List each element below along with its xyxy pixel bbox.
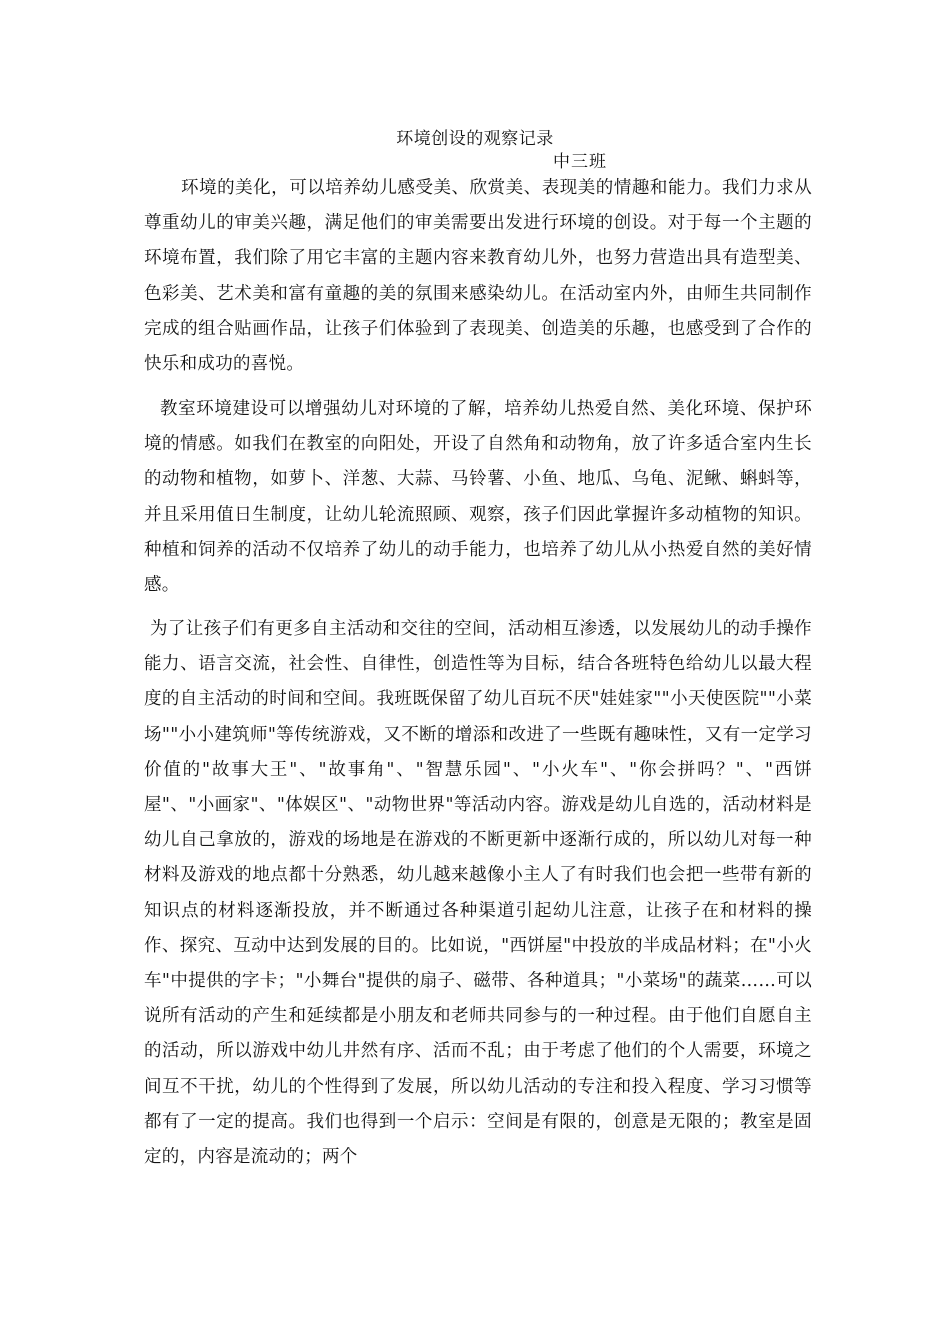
document-title: 环境创设的观察记录 <box>396 129 554 149</box>
class-name: 中三班 <box>553 152 607 172</box>
paragraph-2: 教室环境建设可以增强幼儿对环境的了解，培养幼儿热爱自然、美化环境、保护环境的情感。如我们在教室的向阳处，开设了自然角和动物角，放了许多适合室内生长的动物和植物，如萝卜、洋葱、大蒜、马铃薯、小鱼、地瓜、乌龟、泥鳅、蝌蚪等，并且采用值日生制度，让幼儿轮流照顾、观察，孩子们因此掌握许多动植物的知识。种植和饲养的活动不仅培养了幼儿的动手能力，也培养了幼儿从小热爱自然的美好情感。 <box>144 399 812 596</box>
paragraph-3: 为了让孩子们有更多自主活动和交往的空间，活动相互渗透，以发展幼儿的动手操作能力、语言交流，社会性、自律性，创造性等为目标，结合各班特色给幼儿以最大程度的自主活动的时间和空间。我班既保留了幼儿百玩不厌"娃娃家""小天使医院""小菜场""小小建筑师"等传统游戏，又不断的增添和改进了一些既有趣味性，又有一定学习价值的"故事大王"、"故事角"、"智慧乐园"、"小火车"、"你会拼吗？"、"西饼屋"、"小画家"、"体娱区"、"动物世界"等活动内容。游戏是幼儿自选的，活动材料是幼儿自己拿放的，游戏的场地是在游戏的不断更新中逐渐行成的，所以幼儿对每一种材料及游戏的地点都十分熟悉，幼儿越来越像小主人了有时我们也会把一些带有新的知识点的材料逐渐投放，并不断通过各种渠道引起幼儿注意，让孩子在和材料的操作、探究、互动中达到发展的目的。比如说，"西饼屋"中投放的半成品材料；在"小火车"中提供的字卡；"小舞台"提供的扇子、磁带、各种道具；"小菜场"的蔬菜……可以说所有活动的产生和延续都是小朋友和老师共同参与的一种过程。由于他们自愿自主的活动，所以游戏中幼儿井然有序、活而不乱；由于考虑了他们的个人需要，环境之间互不干扰，幼儿的个性得到了发展，所以幼儿活动的专注和投入程度、学习习惯等都有了一定的提高。我们也得到一个启示：空间是有限的，创意是无限的；教室是固定的，内容是流动的；两个 <box>144 619 812 1168</box>
paragraph-1: 环境的美化，可以培养幼儿感受美、欣赏美、表现美的情趣和能力。我们力求从尊重幼儿的审美兴趣，满足他们的审美需要出发进行环境的创设。对于每一个主题的环境布置，我们除了用它丰富的主题内容来教育幼儿外，也努力营造出具有造型美、色彩美、艺术美和富有童趣的美的氛围来感染幼儿。在活动室内外，由师生共同制作完成的组合贴画作品，让孩子们体验到了表现美、创造美的乐趣，也感受到了合作的快乐和成功的喜悦。 <box>144 178 812 375</box>
